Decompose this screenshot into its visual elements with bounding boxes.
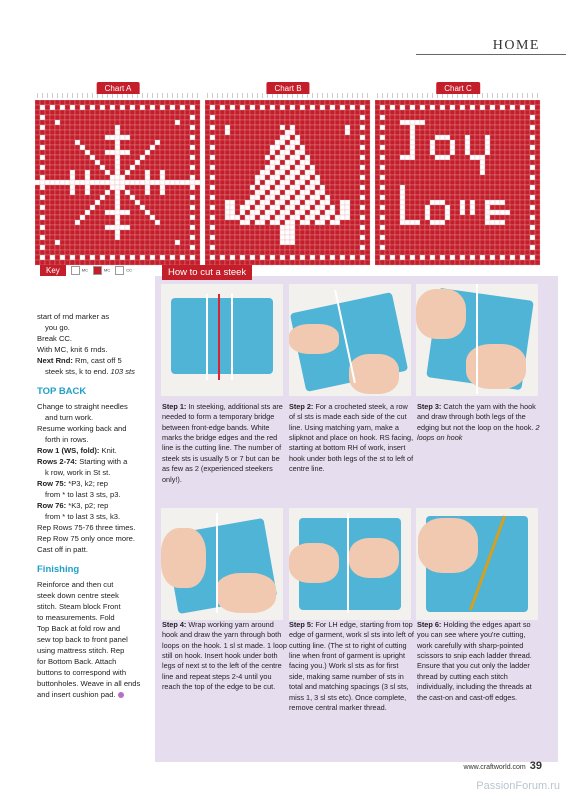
- step-3-body: Catch the yarn with the hook and draw through both legs of the edging but not the loop on the hook.: [417, 402, 536, 432]
- top-back-heading: TOP BACK: [37, 386, 87, 397]
- pattern-line: and insert cushion pad.: [37, 689, 155, 700]
- pattern-line: Rep Row 75 only once more.: [37, 533, 135, 543]
- pattern-line: stitch. Steam block Front: [37, 601, 121, 611]
- key-label: Key: [40, 265, 66, 276]
- pattern-line: Change to straight needles: [37, 401, 128, 411]
- pattern-line: Row 76: *K3, p2; rep: [37, 500, 109, 510]
- pattern-line: Rep Rows 75-76 three times.: [37, 522, 136, 532]
- pattern-line: With MC, knit 6 rnds.: [37, 345, 108, 354]
- step-5-body: For LH edge, starting from top edge of garment, work sl sts into left of cutting line. (The st to right of cutting line when front of garment is upright facing you.) Work sl sts as for first side, making same number of sts in total and matching spacings (3 sl sts, miss 1, 3 sl sts etc). Once complete, remove central marker thread.: [289, 620, 414, 712]
- step-6-label: Step 6:: [417, 620, 442, 629]
- pattern-line: using mattress stitch. Rep: [37, 645, 125, 655]
- key-code: MC: [81, 267, 89, 273]
- step-5-text: [289, 620, 414, 713]
- section-title: HOME: [489, 38, 544, 54]
- chart-b-label: Chart B: [266, 82, 309, 94]
- pattern-line: buttonholes. Weave in all ends: [37, 678, 141, 688]
- key-item: [93, 266, 110, 275]
- pattern-line: start of rnd marker as: [37, 312, 110, 321]
- step-6-body: Holding the edges apart so you can see where you're cutting, work carefully with sharp-pointed scissors to snip each ladder thread. Ensure that you cut only the ladder thread by cutting each stitch individually, including the threads at the cast-on and cast-off edges.: [417, 620, 532, 702]
- pattern-line: k row, work in St st.: [45, 467, 111, 477]
- step-4-label: Step 4:: [162, 620, 187, 629]
- steek-heading: How to cut a steek: [162, 265, 252, 280]
- chart-a-label: Chart A: [97, 82, 140, 94]
- pattern-line: Rows 2-74: Starting with a: [37, 456, 128, 466]
- page-footer: [464, 760, 542, 772]
- page-number: 39: [529, 760, 542, 772]
- step-3-note: 2 loops on hook: [417, 422, 540, 443]
- step-1-body: In steeking, additional sts are needed to form a temporary bridge between front-edge bands. White marks the bridge edges and the red line is the cutting line. The number of steek sts is usually 5 or 7 but can be as few as 2 (experienced steekers only!).: [162, 402, 283, 484]
- finishing-heading: Finishing: [37, 563, 80, 575]
- footer-url: www.craftworld.com: [463, 764, 526, 771]
- pattern-line: Reinforce and then cut: [37, 579, 114, 589]
- step-5-photo: [289, 508, 411, 620]
- step-2-photo: [289, 284, 411, 396]
- step-6-photo: [416, 508, 538, 620]
- pattern-line: from * to last 3 sts, p3.: [45, 489, 121, 499]
- pattern-line: from * to last 3 sts, k3.: [45, 511, 121, 521]
- pattern-line: steek down centre steek: [37, 590, 119, 600]
- step-2-label: Step 2:: [289, 402, 314, 411]
- step-4-text: [162, 620, 287, 693]
- chart-b-grid: [205, 100, 371, 266]
- step-4-body: Wrap working yarn around hook and draw the yarn through both loops on the hook. 1 sl st made. 1 loop still on hook. Insert hook under both legs of next st to the left of the centre line and repeat steps 2-4 until you reach the top of the edge to be cut.: [162, 620, 287, 692]
- step-1-photo: [161, 284, 283, 396]
- step-2-body: For a crocheted steek, a row of sl sts is made each side of the cut line. Using matching yarn, make a slipknot and place on hook. RS facing, starting at bottom RH of work, insert hook under both legs of the st to left of centre line.: [289, 402, 414, 474]
- step-3-photo: [416, 284, 538, 396]
- pattern-line: Break CC.: [37, 334, 73, 343]
- watermark: PassionForum.ru: [476, 780, 560, 792]
- pattern-line: to measurements. Fold: [37, 612, 115, 622]
- step-1-label: Step 1:: [162, 402, 187, 411]
- chart-a-grid: [35, 100, 201, 266]
- pattern-line: Top Back at fold row and: [37, 623, 121, 633]
- step-5-label: Step 5:: [289, 620, 314, 629]
- pattern-line: Resume working back and: [37, 423, 127, 433]
- pattern-line: you go.: [45, 323, 70, 332]
- step-2-text: [289, 402, 414, 475]
- key-code: MC: [104, 267, 111, 273]
- section-header: [416, 38, 566, 58]
- key-code: CC: [126, 267, 133, 273]
- pattern-line: forth in rows.: [45, 434, 89, 444]
- header-rule: [416, 54, 566, 55]
- step-3-text: [417, 402, 542, 443]
- key-swatch: [93, 266, 102, 275]
- pattern-line: and turn work.: [45, 412, 94, 422]
- step-4-photo: [161, 508, 283, 620]
- step-3-label: Step 3:: [417, 402, 442, 411]
- end-mark-icon: [118, 692, 124, 698]
- chart-c-grid: [375, 100, 541, 266]
- pattern-line: steek sts, k to end. 103 sts: [45, 367, 135, 376]
- pattern-line: buttons to correspond with: [37, 667, 127, 677]
- step-6-text: [417, 620, 542, 703]
- pattern-column: [37, 311, 155, 700]
- chart-c-label: Chart C: [436, 82, 480, 94]
- pattern-line: Row 75: *P3, k2; rep: [37, 478, 108, 488]
- chart-key: [40, 265, 132, 275]
- key-item: [71, 266, 88, 275]
- key-swatch: [71, 266, 80, 275]
- pattern-line: Cast off in patt.: [37, 544, 88, 554]
- pattern-line: sew top back to front panel: [37, 634, 128, 644]
- key-swatch: [115, 266, 124, 275]
- pattern-line: Next Rnd: Rm, cast off 5: [37, 356, 122, 365]
- pattern-line: for Bottom Back. Attach: [37, 656, 117, 666]
- step-1-text: [162, 402, 287, 485]
- pattern-line: Row 1 (WS, fold): Knit.: [37, 445, 117, 455]
- key-item: [115, 266, 132, 275]
